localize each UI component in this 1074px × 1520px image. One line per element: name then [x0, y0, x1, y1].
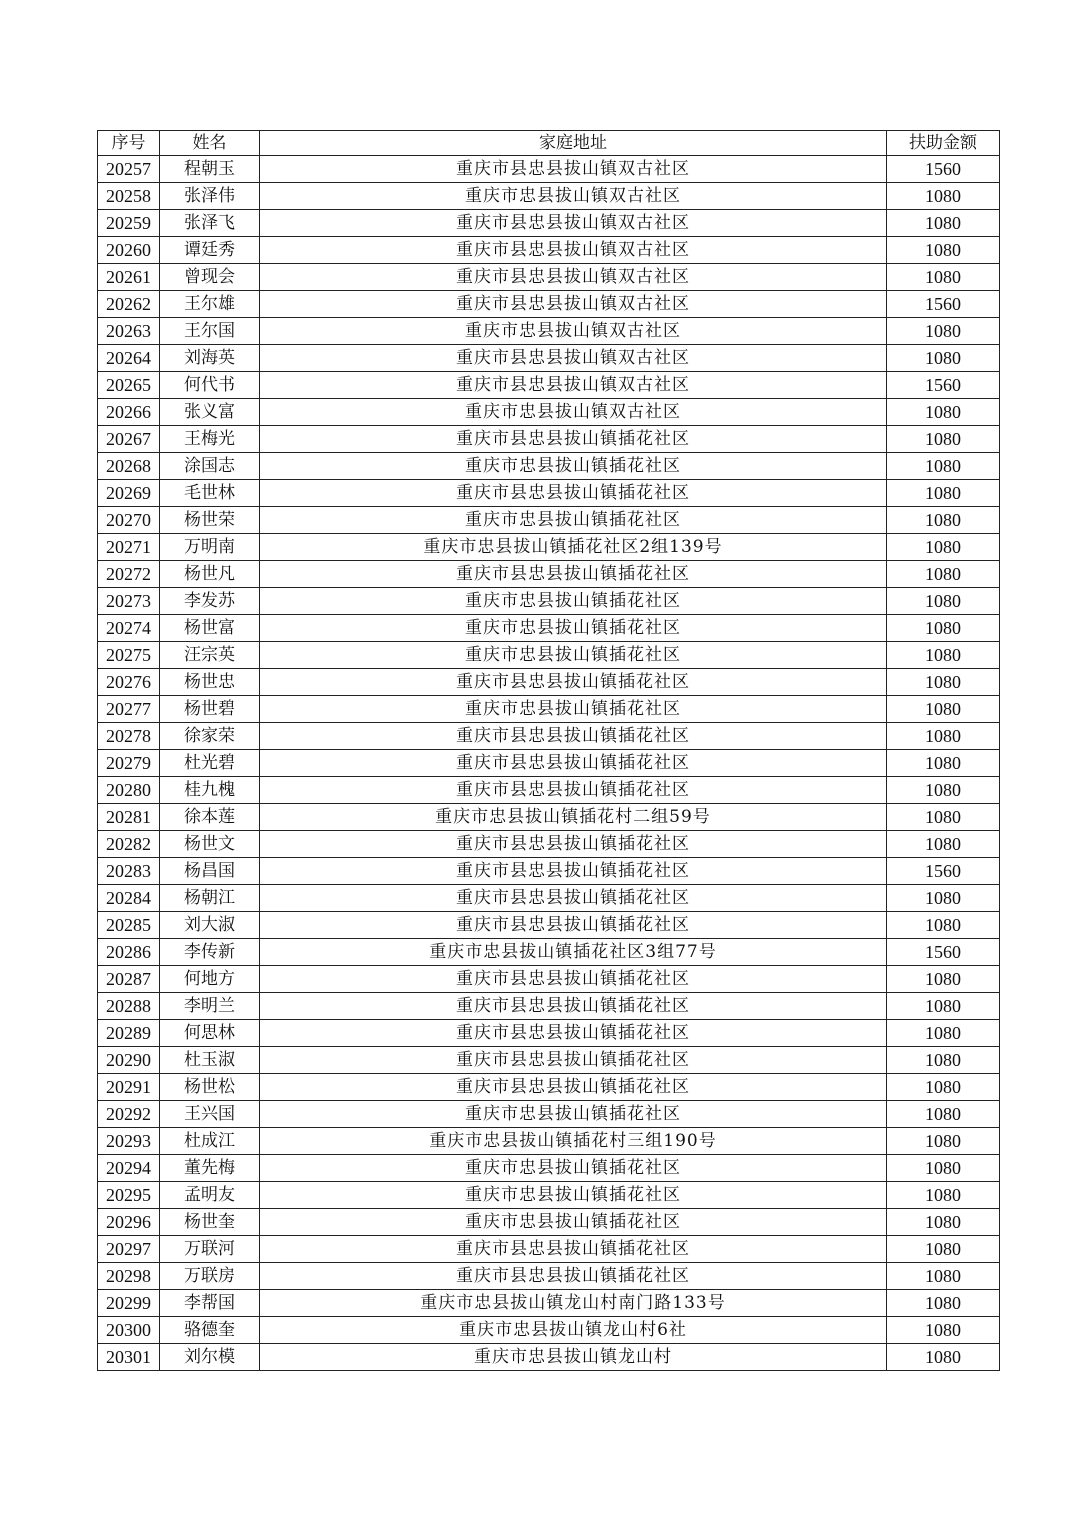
table-row [98, 1047, 1000, 1074]
table-body [98, 156, 1000, 1371]
table-header-row [98, 131, 1000, 156]
cell-name: 杨世忠 [160, 669, 260, 696]
cell-name: 董先梅 [160, 1155, 260, 1182]
cell-amount: 1080 [887, 1290, 1000, 1317]
cell-address: 重庆市忠县拔山镇插花社区 [260, 615, 887, 642]
cell-amount: 1080 [887, 777, 1000, 804]
table-row [98, 804, 1000, 831]
table-row [98, 1263, 1000, 1290]
cell-amount: 1560 [887, 291, 1000, 318]
table-row [98, 1209, 1000, 1236]
header-amount: 扶助金额 [887, 131, 1000, 156]
cell-name: 何地方 [160, 966, 260, 993]
cell-address: 重庆市县忠县拔山镇双古社区 [260, 237, 887, 264]
cell-seq: 20272 [98, 561, 160, 588]
cell-seq: 20265 [98, 372, 160, 399]
cell-amount: 1080 [887, 615, 1000, 642]
cell-amount: 1560 [887, 156, 1000, 183]
table-row [98, 1317, 1000, 1344]
cell-seq: 20258 [98, 183, 160, 210]
table-row [98, 588, 1000, 615]
table-row [98, 264, 1000, 291]
cell-address: 重庆市县忠县拔山镇插花社区 [260, 561, 887, 588]
cell-seq: 20257 [98, 156, 160, 183]
table-row [98, 183, 1000, 210]
cell-address: 重庆市县忠县拔山镇双古社区 [260, 156, 887, 183]
cell-name: 何思林 [160, 1020, 260, 1047]
table-row [98, 669, 1000, 696]
cell-name: 李帮国 [160, 1290, 260, 1317]
cell-amount: 1080 [887, 453, 1000, 480]
table-row [98, 318, 1000, 345]
cell-name: 杜成江 [160, 1128, 260, 1155]
cell-seq: 20264 [98, 345, 160, 372]
cell-seq: 20291 [98, 1074, 160, 1101]
cell-address: 重庆市忠县拔山镇插花社区3组77号 [260, 939, 887, 966]
cell-amount: 1080 [887, 183, 1000, 210]
cell-seq: 20301 [98, 1344, 160, 1371]
cell-name: 骆德奎 [160, 1317, 260, 1344]
cell-amount: 1080 [887, 723, 1000, 750]
cell-address: 重庆市县忠县拔山镇插花社区 [260, 426, 887, 453]
cell-address: 重庆市忠县拔山镇双古社区 [260, 318, 887, 345]
cell-address: 重庆市忠县拔山镇插花社区 [260, 1209, 887, 1236]
cell-name: 谭廷秀 [160, 237, 260, 264]
cell-amount: 1080 [887, 480, 1000, 507]
cell-address: 重庆市忠县拔山镇插花村三组190号 [260, 1128, 887, 1155]
table-row [98, 885, 1000, 912]
cell-amount: 1080 [887, 534, 1000, 561]
cell-name: 万明南 [160, 534, 260, 561]
cell-address: 重庆市县忠县拔山镇双古社区 [260, 372, 887, 399]
cell-name: 杨世凡 [160, 561, 260, 588]
cell-amount: 1080 [887, 831, 1000, 858]
cell-address: 重庆市县忠县拔山镇插花社区 [260, 750, 887, 777]
cell-address: 重庆市县忠县拔山镇双古社区 [260, 210, 887, 237]
cell-seq: 20290 [98, 1047, 160, 1074]
cell-amount: 1080 [887, 696, 1000, 723]
cell-seq: 20263 [98, 318, 160, 345]
cell-name: 杨世文 [160, 831, 260, 858]
cell-name: 何代书 [160, 372, 260, 399]
cell-amount: 1080 [887, 237, 1000, 264]
table-row [98, 912, 1000, 939]
cell-amount: 1080 [887, 399, 1000, 426]
cell-amount: 1080 [887, 1074, 1000, 1101]
cell-name: 杨世松 [160, 1074, 260, 1101]
cell-amount: 1080 [887, 993, 1000, 1020]
cell-name: 刘海英 [160, 345, 260, 372]
header-address: 家庭地址 [260, 131, 887, 156]
cell-seq: 20298 [98, 1263, 160, 1290]
cell-seq: 20267 [98, 426, 160, 453]
cell-seq: 20289 [98, 1020, 160, 1047]
cell-amount: 1560 [887, 939, 1000, 966]
cell-amount: 1080 [887, 1263, 1000, 1290]
cell-amount: 1080 [887, 1236, 1000, 1263]
cell-name: 杨世荣 [160, 507, 260, 534]
cell-seq: 20276 [98, 669, 160, 696]
cell-amount: 1080 [887, 885, 1000, 912]
table-row [98, 210, 1000, 237]
cell-amount: 1080 [887, 210, 1000, 237]
cell-seq: 20277 [98, 696, 160, 723]
cell-amount: 1080 [887, 966, 1000, 993]
cell-seq: 20259 [98, 210, 160, 237]
cell-address: 重庆市县忠县拔山镇双古社区 [260, 345, 887, 372]
cell-seq: 20287 [98, 966, 160, 993]
table-row [98, 291, 1000, 318]
cell-seq: 20281 [98, 804, 160, 831]
table-row [98, 453, 1000, 480]
cell-address: 重庆市忠县拔山镇插花社区 [260, 507, 887, 534]
cell-amount: 1080 [887, 426, 1000, 453]
table-row [98, 480, 1000, 507]
table-row [98, 750, 1000, 777]
cell-amount: 1080 [887, 1317, 1000, 1344]
cell-seq: 20297 [98, 1236, 160, 1263]
cell-address: 重庆市县忠县拔山镇插花社区 [260, 1236, 887, 1263]
table-row [98, 723, 1000, 750]
cell-address: 重庆市忠县拔山镇双古社区 [260, 399, 887, 426]
cell-seq: 20284 [98, 885, 160, 912]
cell-amount: 1080 [887, 642, 1000, 669]
cell-name: 王尔国 [160, 318, 260, 345]
cell-seq: 20268 [98, 453, 160, 480]
table-row [98, 156, 1000, 183]
cell-seq: 20269 [98, 480, 160, 507]
cell-seq: 20300 [98, 1317, 160, 1344]
cell-address: 重庆市忠县拔山镇插花社区 [260, 453, 887, 480]
cell-amount: 1080 [887, 1128, 1000, 1155]
table-row [98, 237, 1000, 264]
cell-seq: 20262 [98, 291, 160, 318]
cell-name: 杜光碧 [160, 750, 260, 777]
cell-name: 徐本莲 [160, 804, 260, 831]
cell-name: 孟明友 [160, 1182, 260, 1209]
table-row [98, 642, 1000, 669]
table-row [98, 561, 1000, 588]
cell-address: 重庆市忠县拔山镇龙山村南门路133号 [260, 1290, 887, 1317]
cell-seq: 20295 [98, 1182, 160, 1209]
cell-seq: 20274 [98, 615, 160, 642]
cell-amount: 1080 [887, 1209, 1000, 1236]
table-row [98, 534, 1000, 561]
cell-seq: 20293 [98, 1128, 160, 1155]
cell-address: 重庆市县忠县拔山镇插花社区 [260, 777, 887, 804]
cell-seq: 20270 [98, 507, 160, 534]
cell-amount: 1080 [887, 1155, 1000, 1182]
cell-amount: 1080 [887, 750, 1000, 777]
header-seq: 序号 [98, 131, 160, 156]
cell-amount: 1080 [887, 1020, 1000, 1047]
cell-address: 重庆市忠县拔山镇插花社区 [260, 642, 887, 669]
cell-address: 重庆市忠县拔山镇双古社区 [260, 183, 887, 210]
cell-seq: 20260 [98, 237, 160, 264]
table-row [98, 1236, 1000, 1263]
cell-name: 刘尔模 [160, 1344, 260, 1371]
assistance-roster-table [97, 130, 1000, 1371]
table-row [98, 858, 1000, 885]
table-row [98, 1020, 1000, 1047]
cell-name: 毛世林 [160, 480, 260, 507]
cell-name: 张义富 [160, 399, 260, 426]
table-row [98, 966, 1000, 993]
cell-name: 万联房 [160, 1263, 260, 1290]
cell-seq: 20285 [98, 912, 160, 939]
cell-seq: 20266 [98, 399, 160, 426]
cell-address: 重庆市忠县拔山镇龙山村 [260, 1344, 887, 1371]
cell-address: 重庆市县忠县拔山镇插花社区 [260, 723, 887, 750]
cell-name: 王兴国 [160, 1101, 260, 1128]
table-row [98, 1344, 1000, 1371]
cell-seq: 20261 [98, 264, 160, 291]
cell-address: 重庆市县忠县拔山镇插花社区 [260, 885, 887, 912]
cell-name: 王尔雄 [160, 291, 260, 318]
table-row [98, 1128, 1000, 1155]
cell-amount: 1080 [887, 264, 1000, 291]
cell-amount: 1080 [887, 507, 1000, 534]
cell-amount: 1080 [887, 669, 1000, 696]
cell-address: 重庆市县忠县拔山镇双古社区 [260, 291, 887, 318]
cell-address: 重庆市县忠县拔山镇插花社区 [260, 1020, 887, 1047]
table-row [98, 426, 1000, 453]
table-row [98, 777, 1000, 804]
cell-seq: 20271 [98, 534, 160, 561]
cell-name: 杨世奎 [160, 1209, 260, 1236]
cell-name: 万联河 [160, 1236, 260, 1263]
cell-seq: 20299 [98, 1290, 160, 1317]
cell-name: 刘大淑 [160, 912, 260, 939]
table-row [98, 507, 1000, 534]
cell-address: 重庆市忠县拔山镇插花社区 [260, 1182, 887, 1209]
cell-amount: 1080 [887, 1344, 1000, 1371]
cell-amount: 1080 [887, 804, 1000, 831]
table-row [98, 831, 1000, 858]
cell-seq: 20280 [98, 777, 160, 804]
table-row [98, 1290, 1000, 1317]
table-row [98, 1101, 1000, 1128]
cell-amount: 1080 [887, 1182, 1000, 1209]
table-row [98, 615, 1000, 642]
cell-seq: 20288 [98, 993, 160, 1020]
table-row [98, 1182, 1000, 1209]
cell-seq: 20296 [98, 1209, 160, 1236]
cell-seq: 20279 [98, 750, 160, 777]
cell-address: 重庆市县忠县拔山镇插花社区 [260, 966, 887, 993]
cell-amount: 1080 [887, 912, 1000, 939]
table-row [98, 993, 1000, 1020]
cell-name: 李传新 [160, 939, 260, 966]
cell-address: 重庆市县忠县拔山镇插花社区 [260, 480, 887, 507]
cell-name: 杨昌国 [160, 858, 260, 885]
cell-address: 重庆市县忠县拔山镇插花社区 [260, 1074, 887, 1101]
cell-seq: 20294 [98, 1155, 160, 1182]
cell-address: 重庆市忠县拔山镇插花社区 [260, 1155, 887, 1182]
table-row [98, 939, 1000, 966]
cell-address: 重庆市县忠县拔山镇插花社区 [260, 993, 887, 1020]
cell-address: 重庆市县忠县拔山镇插花社区 [260, 669, 887, 696]
cell-address: 重庆市县忠县拔山镇双古社区 [260, 264, 887, 291]
cell-seq: 20286 [98, 939, 160, 966]
table-row [98, 372, 1000, 399]
cell-name: 李明兰 [160, 993, 260, 1020]
cell-name: 杨世碧 [160, 696, 260, 723]
cell-address: 重庆市忠县拔山镇龙山村6社 [260, 1317, 887, 1344]
cell-seq: 20292 [98, 1101, 160, 1128]
cell-name: 涂国志 [160, 453, 260, 480]
cell-address: 重庆市忠县拔山镇插花社区2组139号 [260, 534, 887, 561]
cell-name: 张泽伟 [160, 183, 260, 210]
cell-name: 王梅光 [160, 426, 260, 453]
header-name: 姓名 [160, 131, 260, 156]
cell-address: 重庆市县忠县拔山镇插花社区 [260, 912, 887, 939]
cell-amount: 1560 [887, 858, 1000, 885]
cell-address: 重庆市忠县拔山镇插花村二组59号 [260, 804, 887, 831]
table-row [98, 1155, 1000, 1182]
cell-amount: 1080 [887, 1101, 1000, 1128]
cell-name: 徐家荣 [160, 723, 260, 750]
cell-seq: 20275 [98, 642, 160, 669]
cell-seq: 20282 [98, 831, 160, 858]
cell-seq: 20273 [98, 588, 160, 615]
cell-address: 重庆市忠县拔山镇插花社区 [260, 1101, 887, 1128]
cell-address: 重庆市县忠县拔山镇插花社区 [260, 1047, 887, 1074]
cell-name: 程朝玉 [160, 156, 260, 183]
cell-address: 重庆市忠县拔山镇插花社区 [260, 588, 887, 615]
cell-seq: 20278 [98, 723, 160, 750]
cell-name: 张泽飞 [160, 210, 260, 237]
cell-amount: 1080 [887, 345, 1000, 372]
cell-name: 曾现会 [160, 264, 260, 291]
table-row [98, 696, 1000, 723]
cell-amount: 1080 [887, 561, 1000, 588]
cell-name: 李发苏 [160, 588, 260, 615]
cell-address: 重庆市县忠县拔山镇插花社区 [260, 831, 887, 858]
cell-address: 重庆市县忠县拔山镇插花社区 [260, 1263, 887, 1290]
cell-name: 汪宗英 [160, 642, 260, 669]
cell-name: 杜玉淑 [160, 1047, 260, 1074]
cell-seq: 20283 [98, 858, 160, 885]
table-row [98, 1074, 1000, 1101]
cell-amount: 1080 [887, 588, 1000, 615]
table-row [98, 345, 1000, 372]
cell-amount: 1080 [887, 1047, 1000, 1074]
cell-address: 重庆市县忠县拔山镇插花社区 [260, 858, 887, 885]
cell-amount: 1560 [887, 372, 1000, 399]
cell-name: 桂九槐 [160, 777, 260, 804]
cell-name: 杨朝江 [160, 885, 260, 912]
table-row [98, 399, 1000, 426]
cell-address: 重庆市忠县拔山镇插花社区 [260, 696, 887, 723]
cell-amount: 1080 [887, 318, 1000, 345]
cell-name: 杨世富 [160, 615, 260, 642]
